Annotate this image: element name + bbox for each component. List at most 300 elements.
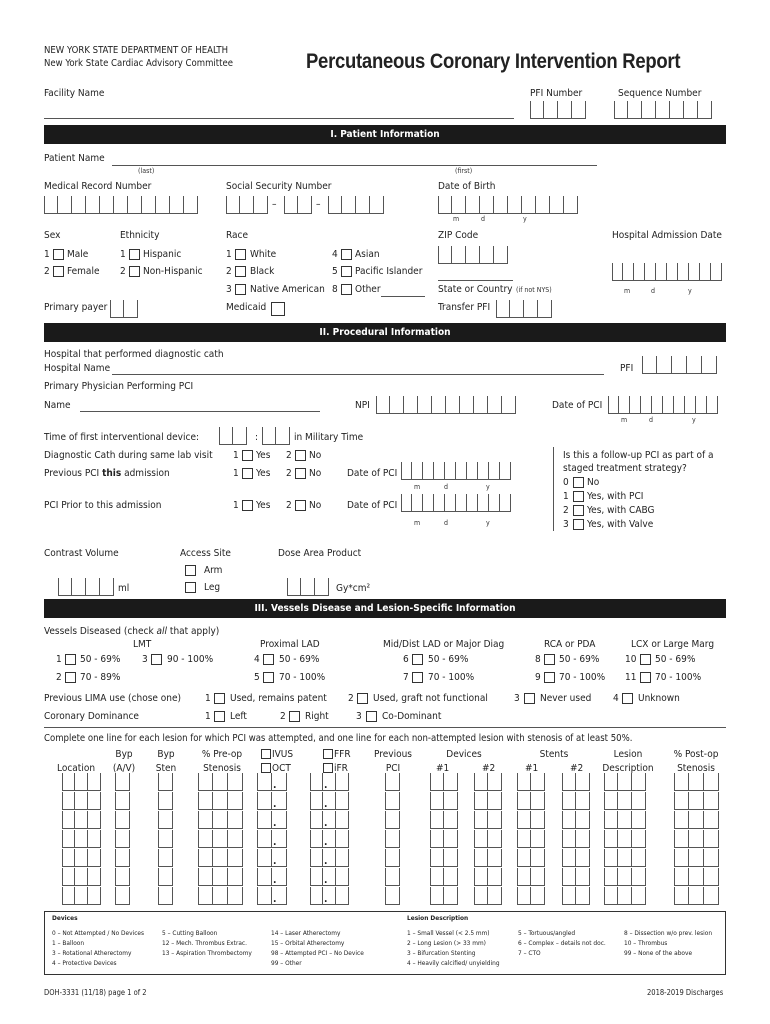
race-num-5: 5: [332, 266, 338, 277]
decimal-point: .: [324, 818, 328, 829]
col-preop: % Pre-op: [201, 749, 243, 760]
rca-50-69-checkbox[interactable]: [544, 654, 555, 665]
preop-stenosis-cells[interactable]: [198, 830, 243, 848]
discharges-year: 2018-2019 Discharges: [647, 988, 724, 997]
device-1-cells[interactable]: [430, 830, 458, 848]
location-cells[interactable]: [62, 868, 101, 886]
prevpci-yes-label: Yes: [256, 468, 271, 479]
stent-2-cells[interactable]: [562, 811, 590, 829]
prevpci-no-num: 2: [286, 468, 292, 479]
time-hours-boxes[interactable]: [219, 427, 247, 445]
dominance-left-checkbox[interactable]: [214, 711, 225, 722]
postop-stenosis-cells[interactable]: [674, 887, 719, 905]
byp-sten-cells[interactable]: [158, 773, 173, 791]
lima-not-functional-checkbox[interactable]: [357, 693, 368, 704]
previous-pci-no-checkbox[interactable]: [295, 468, 306, 479]
col-byp-sten-2: Sten: [155, 763, 177, 774]
primary-payer-boxes[interactable]: [110, 300, 138, 318]
lmt-90-100-checkbox[interactable]: [151, 654, 162, 665]
stent-1-cells[interactable]: [517, 887, 545, 905]
pfi-number-boxes[interactable]: [530, 101, 586, 119]
col-devices: Devices: [446, 749, 482, 760]
previous-pci-cells[interactable]: [385, 830, 400, 848]
npi-boxes[interactable]: [376, 396, 516, 414]
race-other-label: Other: [355, 284, 381, 295]
device-2-cells[interactable]: [474, 792, 502, 810]
dose-area-boxes[interactable]: [287, 578, 329, 596]
lesion-description-cells[interactable]: [604, 773, 646, 791]
ivus-oct-cells[interactable]: [257, 868, 287, 886]
col-postop-2: Stenosis: [677, 763, 715, 774]
not-nys-caption: (if not NYS): [516, 286, 552, 294]
lesion-description-cells[interactable]: [604, 830, 646, 848]
lima-never-used-checkbox[interactable]: [524, 693, 535, 704]
sex-male-label: Male: [67, 249, 89, 260]
prior-no-label: No: [309, 500, 322, 511]
prior-yes-num: 1: [233, 500, 239, 511]
pci-d-caption: d: [649, 416, 653, 424]
device-1-cells[interactable]: [430, 792, 458, 810]
device-1-cells[interactable]: [430, 773, 458, 791]
race-native-american-checkbox[interactable]: [235, 284, 246, 295]
ssn-part3[interactable]: [328, 196, 384, 214]
lcx-num-10: 10: [625, 654, 637, 665]
race-asian-checkbox[interactable]: [341, 249, 352, 260]
postop-stenosis-cells[interactable]: [674, 868, 719, 886]
previous-lima-label: Previous LIMA use (chose one): [44, 693, 182, 704]
diag-no-label: No: [309, 450, 322, 461]
sex-label: Sex: [44, 230, 61, 241]
dob-d-caption: d: [481, 215, 485, 223]
col-ffr: FFR: [334, 749, 351, 760]
stent-2-cells[interactable]: [562, 868, 590, 886]
lmt-70-89-checkbox[interactable]: [65, 672, 76, 683]
adm-m-caption: m: [624, 287, 631, 295]
race-other-field[interactable]: [381, 296, 425, 297]
diag-cath-no-checkbox[interactable]: [295, 450, 306, 461]
location-cells[interactable]: [62, 849, 101, 867]
postop-stenosis-cells[interactable]: [674, 811, 719, 829]
followup-num-2: 2: [563, 505, 569, 516]
physician-name-field[interactable]: [80, 411, 320, 412]
plad-num-5: 5: [254, 672, 260, 683]
lesion-legend-title: Lesion Description: [407, 914, 469, 922]
page-title: Percutaneous Coronary Intervention Report: [306, 50, 681, 73]
postop-stenosis-cells[interactable]: [674, 773, 719, 791]
race-pacific-islander-checkbox[interactable]: [341, 266, 352, 277]
followup-valve-label: Yes, with Valve: [587, 519, 654, 530]
adm-y-caption: y: [688, 287, 692, 295]
dominance-left-label: Left: [230, 711, 247, 722]
prevpci-m: m: [414, 483, 421, 491]
prevpci-date-boxes[interactable]: [401, 462, 511, 480]
medical-record-number-boxes[interactable]: [44, 196, 198, 214]
pci-prior-label: PCI Prior to this admission: [44, 500, 162, 511]
byp-av-cells[interactable]: [115, 773, 130, 791]
rca-label: RCA or PDA: [544, 639, 596, 650]
dob-m-caption: m: [453, 215, 460, 223]
col-ivus: IVUS: [272, 749, 294, 760]
date-of-pci-boxes[interactable]: [608, 396, 718, 414]
time-first-device-label: Time of first interventional device:: [44, 432, 200, 443]
followup-num-1: 1: [563, 491, 569, 502]
device-2-cells[interactable]: [474, 811, 502, 829]
location-cells[interactable]: [62, 830, 101, 848]
decimal-point: .: [324, 837, 328, 848]
lmt-num-1: 1: [56, 654, 62, 665]
prior-date-boxes[interactable]: [401, 494, 511, 512]
followup-no-checkbox[interactable]: [573, 477, 584, 488]
dominance-codominant-checkbox[interactable]: [366, 711, 377, 722]
lesion-legend-col1: 1 – Small Vessel (< 2.5 mm) 2 – Long Lesion (> 33 mm) 3 – Bifurcation Stenting 4 – Heavily calcified/ unyielding: [407, 929, 500, 967]
stent-1-cells[interactable]: [517, 830, 545, 848]
race-other-checkbox[interactable]: [341, 284, 352, 295]
col-oct: OCT: [272, 763, 291, 774]
race-black-label: Black: [250, 266, 275, 277]
ssn-part2[interactable]: [284, 196, 312, 214]
transfer-pfi-label: Transfer PFI: [438, 302, 491, 313]
ivus-oct-cells[interactable]: [257, 849, 287, 867]
medicaid-checkbox[interactable]: [271, 302, 285, 316]
preop-stenosis-cells[interactable]: [198, 849, 243, 867]
transfer-pfi-boxes[interactable]: [496, 300, 552, 318]
ffr-ifr-cells[interactable]: [310, 773, 349, 791]
prevpci-yes-num: 1: [233, 468, 239, 479]
ssn-label: Social Security Number: [226, 181, 332, 192]
rca-num-9: 9: [535, 672, 541, 683]
dose-area-product-label: Dose Area Product: [278, 548, 362, 559]
stent-1-cells[interactable]: [517, 811, 545, 829]
stent-1-cells[interactable]: [517, 849, 545, 867]
stent-2-cells[interactable]: [562, 830, 590, 848]
hospital-diag-cath-label: Hospital that performed diagnostic cath: [44, 349, 224, 360]
prior-no-num: 2: [286, 500, 292, 511]
mlad-70-100-checkbox[interactable]: [412, 672, 423, 683]
followup-divider: [553, 447, 554, 531]
ffr-ifr-cells[interactable]: [310, 830, 349, 848]
zip-code-boxes[interactable]: [438, 246, 508, 264]
lcx-50-69-label: 50 - 69%: [655, 654, 696, 665]
lcx-num-11: 11: [625, 672, 637, 683]
device-1-cells[interactable]: [430, 811, 458, 829]
ivus-oct-cells[interactable]: [257, 830, 287, 848]
lima-num-4: 4: [613, 693, 619, 704]
pci-prior-no-checkbox[interactable]: [295, 500, 306, 511]
previous-pci-cells[interactable]: [385, 811, 400, 829]
diag-yes-label: Yes: [256, 450, 271, 461]
previous-pci-cells[interactable]: [385, 868, 400, 886]
mlad-num-7: 7: [403, 672, 409, 683]
devices-legend-col1: 0 – Not Attempted / No Devices 1 – Balloon 3 – Rotational Atherectomy 4 – Protective Devices: [52, 929, 145, 967]
ivus-checkbox[interactable]: [261, 749, 271, 759]
access-arm-checkbox[interactable]: [185, 565, 196, 576]
dominance-right-label: Right: [305, 711, 329, 722]
ssn-dash-2: –: [316, 199, 321, 210]
stent-2-cells[interactable]: [562, 773, 590, 791]
oct-checkbox[interactable]: [261, 763, 271, 773]
stent-1-cells[interactable]: [517, 792, 545, 810]
race-num-3: 3: [226, 284, 232, 295]
non-hispanic-label: Non-Hispanic: [143, 266, 203, 277]
byp-sten-cells[interactable]: [158, 830, 173, 848]
primary-physician-label: Primary Physician Performing PCI: [44, 381, 194, 392]
col-byp-sten: Byp: [157, 749, 175, 760]
location-cells[interactable]: [62, 887, 101, 905]
postop-stenosis-cells[interactable]: [674, 849, 719, 867]
hospital-name-label: Hospital Name: [44, 363, 111, 374]
previous-pci-cells[interactable]: [385, 792, 400, 810]
last-name-caption: (last): [138, 167, 155, 175]
ffr-ifr-cells[interactable]: [310, 792, 349, 810]
hispanic-checkbox[interactable]: [129, 249, 140, 260]
gycm-unit: Gy*cm²: [336, 583, 371, 594]
medical-record-number-label: Medical Record Number: [44, 181, 152, 192]
lcx-70-100-label: 70 - 100%: [655, 672, 702, 683]
lmt-num-3: 3: [142, 654, 148, 665]
mid-lad-label: Mid/Dist LAD or Major Diag: [383, 639, 505, 650]
ssn-dash: –: [272, 199, 277, 210]
device-2-cells[interactable]: [474, 773, 502, 791]
plad-50-69-checkbox[interactable]: [263, 654, 274, 665]
devices-legend-col3: 14 – Laser Atherectomy 15 – Orbital Atherectomy 98 – Attempted PCI – No Device 99 – Other: [271, 929, 364, 967]
race-white-checkbox[interactable]: [235, 249, 246, 260]
ivus-oct-cells[interactable]: [257, 887, 287, 905]
postop-stenosis-cells[interactable]: [674, 830, 719, 848]
plad-num-4: 4: [254, 654, 260, 665]
lesion-legend-col3: 8 – Dissection w/o prev. lesion 10 – Thrombus 99 – None of the above: [624, 929, 713, 957]
preop-stenosis-cells[interactable]: [198, 773, 243, 791]
followup-valve-checkbox[interactable]: [573, 519, 584, 530]
device-1-cells[interactable]: [430, 849, 458, 867]
lesion-description-cells[interactable]: [604, 868, 646, 886]
byp-sten-cells[interactable]: [158, 887, 173, 905]
byp-sten-cells[interactable]: [158, 849, 173, 867]
proximal-lad-label: Proximal LAD: [260, 639, 320, 650]
hospital-name-field[interactable]: [112, 374, 604, 375]
lcx-50-69-checkbox[interactable]: [640, 654, 651, 665]
preop-stenosis-cells[interactable]: [198, 792, 243, 810]
dom-num-2: 2: [280, 711, 286, 722]
previous-pci-cells[interactable]: [385, 773, 400, 791]
preop-stenosis-cells[interactable]: [198, 868, 243, 886]
rca-70-100-checkbox[interactable]: [544, 672, 555, 683]
committee-name: New York State Cardiac Advisory Committee: [44, 58, 233, 69]
non-hispanic-checkbox[interactable]: [129, 266, 140, 277]
col-prev-pci: Previous: [374, 749, 412, 760]
device-1-cells[interactable]: [430, 868, 458, 886]
dominance-right-checkbox[interactable]: [289, 711, 300, 722]
prior-m: m: [414, 519, 421, 527]
access-leg-label: Leg: [204, 582, 221, 593]
section-patient-information: I. Patient Information: [44, 125, 726, 144]
ffr-ifr-cells[interactable]: [310, 811, 349, 829]
lmt-70-89-label: 70 - 89%: [80, 672, 121, 683]
date-of-birth-boxes[interactable]: [438, 196, 578, 214]
race-black-checkbox[interactable]: [235, 266, 246, 277]
dominance-codominant-label: Co-Dominant: [382, 711, 442, 722]
byp-av-cells[interactable]: [115, 811, 130, 829]
stent-1-cells[interactable]: [517, 773, 545, 791]
primary-payer-label: Primary payer: [44, 302, 108, 313]
byp-sten-cells[interactable]: [158, 792, 173, 810]
pci-m-caption: m: [621, 416, 628, 424]
facility-name-field[interactable]: [44, 118, 514, 119]
state-country-label: State or Country: [438, 284, 513, 295]
col-stent-2: #2: [570, 763, 584, 774]
lmt-50-69-checkbox[interactable]: [65, 654, 76, 665]
lima-unknown-label: Unknown: [638, 693, 680, 704]
stent-2-cells[interactable]: [562, 887, 590, 905]
date-of-pci-label: Date of PCI: [552, 400, 603, 411]
vessels-diseased-label: Vessels Diseased (check all that apply): [44, 626, 220, 637]
dob-y-caption: y: [523, 215, 527, 223]
previous-pci-cells[interactable]: [385, 887, 400, 905]
sex-female-checkbox[interactable]: [53, 266, 64, 277]
lima-num-2: 2: [348, 693, 354, 704]
col-postop: % Post-op: [673, 749, 719, 760]
byp-sten-cells[interactable]: [158, 868, 173, 886]
lesion-description-cells[interactable]: [604, 849, 646, 867]
lima-num-1: 1: [205, 693, 211, 704]
decimal-point: .: [273, 799, 277, 810]
device-2-cells[interactable]: [474, 830, 502, 848]
col-stent-1: #1: [525, 763, 539, 774]
first-name-caption: (first): [455, 167, 473, 175]
ffr-ifr-cells[interactable]: [310, 849, 349, 867]
byp-av-cells[interactable]: [115, 830, 130, 848]
race-num-4: 4: [332, 249, 338, 260]
preop-stenosis-cells[interactable]: [198, 811, 243, 829]
preop-stenosis-cells[interactable]: [198, 887, 243, 905]
npi-label: NPI: [355, 400, 370, 411]
lesion-description-cells[interactable]: [604, 792, 646, 810]
eth-num-2: 2: [120, 266, 126, 277]
lmt-num-2: 2: [56, 672, 62, 683]
lima-patent-label: Used, remains patent: [230, 693, 327, 704]
sequence-number-boxes[interactable]: [614, 101, 712, 119]
stent-2-cells[interactable]: [562, 792, 590, 810]
lima-never-used-label: Never used: [540, 693, 592, 704]
facility-name-label: Facility Name: [44, 88, 105, 99]
lmt-90-100-label: 90 - 100%: [167, 654, 214, 665]
pci-prior-yes-checkbox[interactable]: [242, 500, 253, 511]
plad-70-100-checkbox[interactable]: [263, 672, 274, 683]
col-byp-av: (A/V): [112, 763, 136, 774]
prevpci-no-label: No: [309, 468, 322, 479]
col-prev-pci-2: PCI: [385, 763, 401, 774]
lcx-70-100-checkbox[interactable]: [640, 672, 651, 683]
ml-unit: ml: [118, 583, 130, 594]
device-2-cells[interactable]: [474, 868, 502, 886]
access-leg-checkbox[interactable]: [185, 582, 196, 593]
physician-name-label: Name: [44, 400, 71, 411]
col-ifr: iFR: [334, 763, 348, 774]
sex-female-label: Female: [67, 266, 100, 277]
zip-code-label: ZIP Code: [438, 230, 479, 241]
byp-av-cells[interactable]: [115, 868, 130, 886]
patient-name-field[interactable]: [112, 165, 597, 166]
location-cells[interactable]: [62, 811, 101, 829]
followup-cabg-label: Yes, with CABG: [587, 505, 655, 516]
location-cells[interactable]: [62, 792, 101, 810]
byp-sten-cells[interactable]: [158, 811, 173, 829]
dom-num-1: 1: [205, 711, 211, 722]
ivus-oct-cells[interactable]: [257, 773, 287, 791]
decimal-point: .: [324, 894, 328, 905]
diag-yes-num: 1: [233, 450, 239, 461]
byp-av-cells[interactable]: [115, 849, 130, 867]
decimal-point: .: [273, 856, 277, 867]
followup-pci-label: Yes, with PCI: [587, 491, 644, 502]
mlad-70-100-label: 70 - 100%: [428, 672, 475, 683]
adm-d-caption: d: [651, 287, 655, 295]
diag-cath-yes-checkbox[interactable]: [242, 450, 253, 461]
coronary-dominance-label: Coronary Dominance: [44, 711, 139, 722]
ffr-ifr-cells[interactable]: [310, 887, 349, 905]
lesion-description-cells[interactable]: [604, 887, 646, 905]
followup-cabg-checkbox[interactable]: [573, 505, 584, 516]
device-2-cells[interactable]: [474, 849, 502, 867]
decimal-point: .: [324, 799, 328, 810]
ffr-checkbox[interactable]: [323, 749, 333, 759]
followup-question: Is this a follow-up PCI as part of a: [563, 450, 714, 461]
state-country-field[interactable]: [438, 280, 513, 281]
ivus-oct-cells[interactable]: [257, 792, 287, 810]
dom-num-3: 3: [356, 711, 362, 722]
previous-pci-cells[interactable]: [385, 849, 400, 867]
followup-pci-checkbox[interactable]: [573, 491, 584, 502]
col-device-1: #1: [436, 763, 450, 774]
location-cells[interactable]: [62, 773, 101, 791]
form-number: DOH-3331 (11/18) page 1 of 2: [44, 988, 147, 997]
stent-1-cells[interactable]: [517, 868, 545, 886]
race-num-1: 1: [226, 249, 232, 260]
contrast-volume-boxes[interactable]: [58, 578, 114, 596]
byp-av-cells[interactable]: [115, 792, 130, 810]
postop-stenosis-cells[interactable]: [674, 792, 719, 810]
mlad-50-69-checkbox[interactable]: [412, 654, 423, 665]
decimal-point: .: [273, 780, 277, 791]
col-lesion-2: Description: [602, 763, 654, 774]
col-byp: Byp: [115, 749, 133, 760]
time-colon: :: [255, 432, 259, 443]
device-1-cells[interactable]: [430, 887, 458, 905]
admission-date-boxes[interactable]: [612, 263, 722, 281]
rca-num-8: 8: [535, 654, 541, 665]
decimal-point: .: [273, 875, 277, 886]
lesion-description-cells[interactable]: [604, 811, 646, 829]
device-2-cells[interactable]: [474, 887, 502, 905]
byp-av-cells[interactable]: [115, 887, 130, 905]
ffr-ifr-cells[interactable]: [310, 868, 349, 886]
military-time-label: in Military Time: [294, 432, 364, 443]
ifr-checkbox[interactable]: [323, 763, 333, 773]
lima-unknown-checkbox[interactable]: [622, 693, 633, 704]
lesion-divider: [44, 727, 726, 728]
lima-patent-checkbox[interactable]: [214, 693, 225, 704]
sex-male-checkbox[interactable]: [53, 249, 64, 260]
previous-pci-yes-checkbox[interactable]: [242, 468, 253, 479]
stent-2-cells[interactable]: [562, 849, 590, 867]
diag-pfi-boxes[interactable]: [642, 356, 717, 374]
time-minutes-boxes[interactable]: [262, 427, 290, 445]
decimal-point: .: [324, 780, 328, 791]
ivus-oct-cells[interactable]: [257, 811, 287, 829]
prior-y: y: [486, 519, 490, 527]
lcx-label: LCX or Large Marg: [631, 639, 715, 650]
ssn-part1[interactable]: [226, 196, 268, 214]
pfi-number-label: PFI Number: [530, 88, 583, 99]
